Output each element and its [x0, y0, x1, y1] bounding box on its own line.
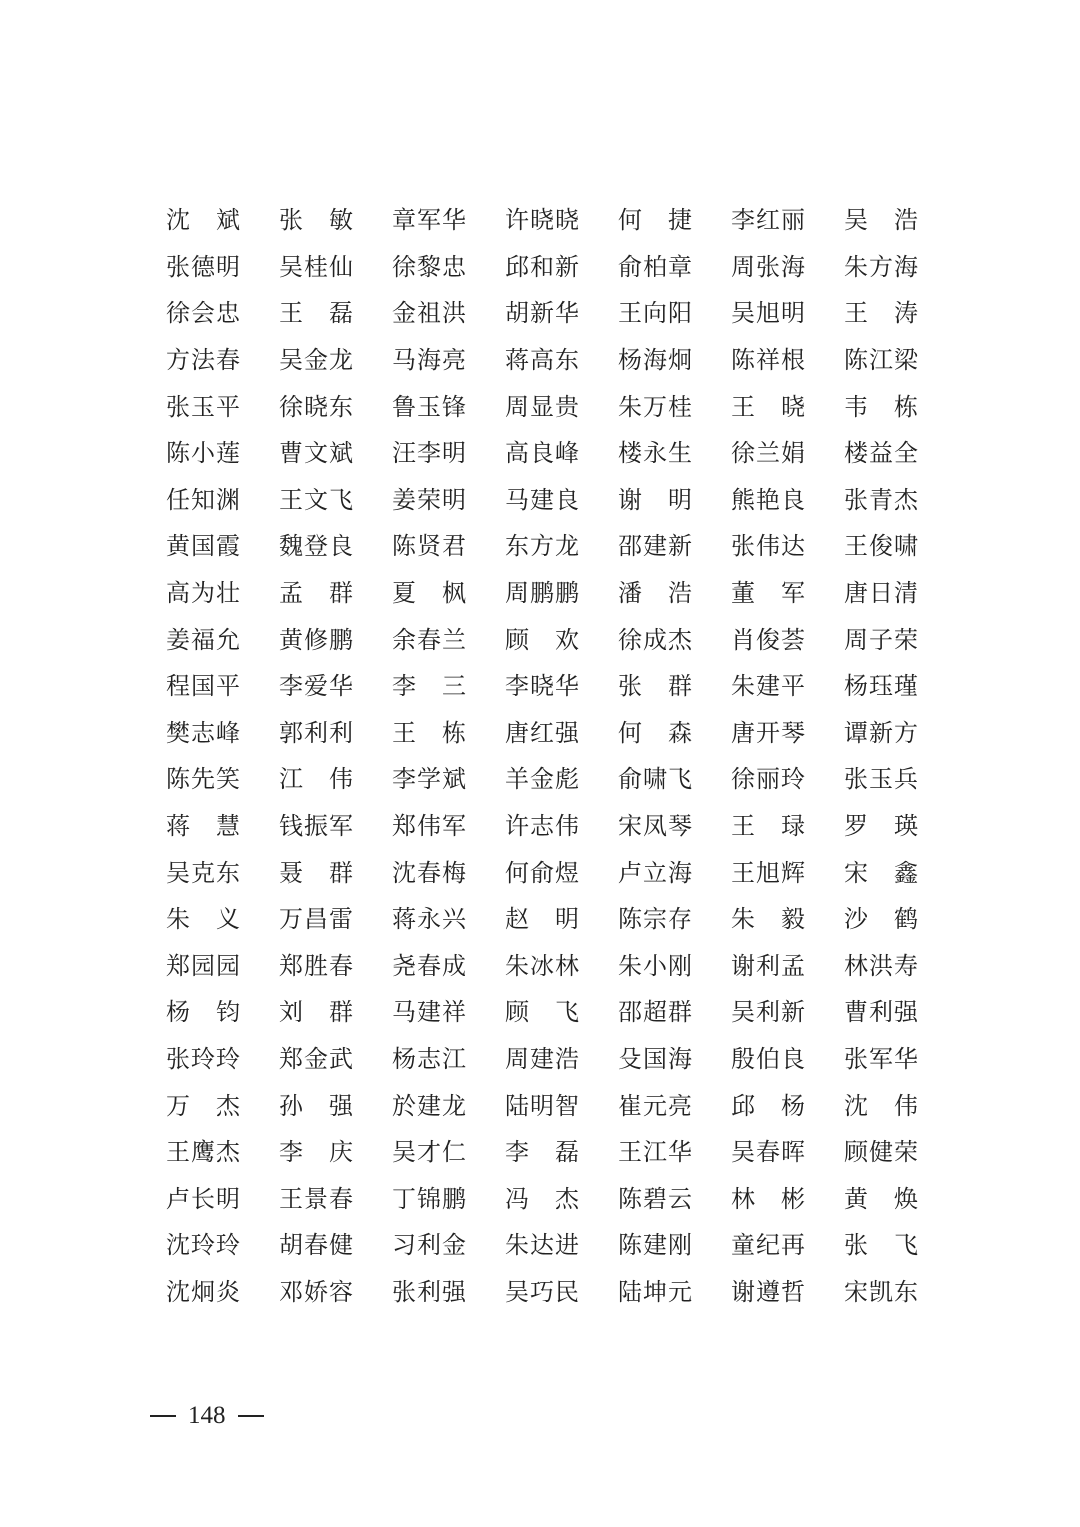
- name-cell: 魏登良: [279, 532, 354, 561]
- name-cell: 陈碧云: [618, 1184, 693, 1213]
- name-cell: 邵超群: [618, 998, 693, 1027]
- name-cell: 任知渊: [166, 485, 241, 514]
- name-cell: 陈建刚: [618, 1231, 693, 1260]
- name-row: [166, 663, 926, 710]
- name-cell: 李学斌: [392, 765, 467, 794]
- name-cell: 徐成杰: [618, 625, 693, 654]
- name-cell: 郑伟军: [392, 812, 467, 841]
- name-cell: 习利金: [392, 1231, 467, 1260]
- name-cell: 夏 枫: [392, 579, 467, 608]
- name-cell: 卢立海: [618, 858, 693, 887]
- name-row: [166, 756, 926, 803]
- name-row: [166, 1082, 926, 1129]
- name-cell: 徐兰娟: [731, 439, 806, 468]
- name-cell: 赵 明: [505, 905, 580, 934]
- name-cell: 吴 浩: [844, 206, 919, 235]
- name-cell: 胡春健: [279, 1231, 354, 1260]
- name-cell: 李 三: [392, 672, 467, 701]
- name-cell: 陈小莲: [166, 439, 241, 468]
- name-cell: 姜福允: [166, 625, 241, 654]
- name-cell: 李红丽: [731, 206, 806, 235]
- name-cell: 朱建平: [731, 672, 806, 701]
- name-cell: 卢长明: [166, 1184, 241, 1213]
- name-cell: 沈 斌: [166, 206, 241, 235]
- name-cell: 丁锦鹏: [392, 1184, 467, 1213]
- name-cell: 王 栋: [392, 718, 467, 747]
- name-row: [166, 383, 926, 430]
- name-cell: 东方龙: [505, 532, 580, 561]
- name-cell: 徐晓东: [279, 392, 354, 421]
- name-cell: 王江华: [618, 1138, 693, 1167]
- name-cell: 林洪寿: [844, 951, 919, 980]
- name-row: [166, 523, 926, 570]
- name-cell: 杨海炯: [618, 346, 693, 375]
- name-cell: 周张海: [731, 252, 806, 281]
- name-row: [166, 616, 926, 663]
- name-cell: 陈江梁: [844, 346, 919, 375]
- name-cell: 谢利孟: [731, 951, 806, 980]
- name-cell: 高为壮: [166, 579, 241, 608]
- name-cell: 钱振军: [279, 812, 354, 841]
- name-cell: 宋凯东: [844, 1277, 919, 1306]
- name-cell: 姜荣明: [392, 485, 467, 514]
- name-cell: 殷伯良: [731, 1044, 806, 1073]
- name-cell: 金祖洪: [392, 299, 467, 328]
- name-cell: 蒋高东: [505, 346, 580, 375]
- name-cell: 何 捷: [618, 206, 693, 235]
- name-cell: 宋凤琴: [618, 812, 693, 841]
- name-cell: 李 磊: [505, 1138, 580, 1167]
- name-cell: 许晓晓: [505, 206, 580, 235]
- name-cell: 吴利新: [731, 998, 806, 1027]
- name-cell: 李爱华: [279, 672, 354, 701]
- name-cell: 沈玲玲: [166, 1231, 241, 1260]
- name-cell: 崔元亮: [618, 1091, 693, 1120]
- footer-dash-right: [238, 1415, 264, 1417]
- name-cell: 张 飞: [844, 1231, 919, 1260]
- name-row: [166, 244, 926, 291]
- name-row: [166, 1175, 926, 1222]
- name-cell: 朱万桂: [618, 392, 693, 421]
- name-cell: 余春兰: [392, 625, 467, 654]
- name-cell: 杨珏瑾: [844, 672, 919, 701]
- name-row: [166, 477, 926, 524]
- name-row: [166, 710, 926, 757]
- name-row: [166, 849, 926, 896]
- name-cell: 陈先笑: [166, 765, 241, 794]
- name-cell: 谭新方: [844, 718, 919, 747]
- name-cell: 羊金彪: [505, 765, 580, 794]
- name-cell: 陆明智: [505, 1091, 580, 1120]
- name-cell: 顾 欢: [505, 625, 580, 654]
- name-cell: 程国平: [166, 672, 241, 701]
- name-cell: 陆坤元: [618, 1277, 693, 1306]
- name-cell: 沈炯炎: [166, 1277, 241, 1306]
- name-cell: 张 敏: [279, 206, 354, 235]
- name-cell: 朱小刚: [618, 951, 693, 980]
- name-cell: 王鹰杰: [166, 1138, 241, 1167]
- name-cell: 马海亮: [392, 346, 467, 375]
- name-cell: 冯 杰: [505, 1184, 580, 1213]
- name-row: [166, 803, 926, 850]
- name-cell: 韦 栋: [844, 392, 919, 421]
- name-cell: 肖俊荟: [731, 625, 806, 654]
- name-cell: 吴春晖: [731, 1138, 806, 1167]
- name-row: [166, 943, 926, 990]
- name-cell: 张伟达: [731, 532, 806, 561]
- name-cell: 马建良: [505, 485, 580, 514]
- footer-dash-left: [150, 1415, 176, 1417]
- name-row: [166, 337, 926, 384]
- name-cell: 王 晓: [731, 392, 806, 421]
- name-cell: 张 群: [618, 672, 693, 701]
- name-row: [166, 570, 926, 617]
- page-footer: [150, 1402, 264, 1430]
- name-cell: 李 庆: [279, 1138, 354, 1167]
- name-cell: 王文飞: [279, 485, 354, 514]
- name-cell: 朱 义: [166, 905, 241, 934]
- name-cell: 陈宗存: [618, 905, 693, 934]
- name-cell: 谢 明: [618, 485, 693, 514]
- name-cell: 曹文斌: [279, 439, 354, 468]
- name-cell: 曹利强: [844, 998, 919, 1027]
- name-cell: 童纪再: [731, 1231, 806, 1260]
- name-list-grid: [166, 197, 926, 1315]
- name-cell: 吴克东: [166, 858, 241, 887]
- name-cell: 周建浩: [505, 1044, 580, 1073]
- name-row: [166, 430, 926, 477]
- name-cell: 王俊啸: [844, 532, 919, 561]
- name-cell: 江 伟: [279, 765, 354, 794]
- name-cell: 张玉兵: [844, 765, 919, 794]
- name-cell: 沈 伟: [844, 1091, 919, 1120]
- name-cell: 邵建新: [618, 532, 693, 561]
- name-cell: 朱达进: [505, 1231, 580, 1260]
- name-cell: 董 军: [731, 579, 806, 608]
- name-cell: 周子荣: [844, 625, 919, 654]
- name-cell: 张德明: [166, 252, 241, 281]
- name-row: [166, 1222, 926, 1269]
- name-cell: 郭利利: [279, 718, 354, 747]
- name-cell: 郑金武: [279, 1044, 354, 1073]
- name-row: [166, 197, 926, 244]
- name-row: [166, 1036, 926, 1083]
- name-cell: 顾 飞: [505, 998, 580, 1027]
- name-cell: 楼益全: [844, 439, 919, 468]
- name-cell: 高良峰: [505, 439, 580, 468]
- name-cell: 周显贵: [505, 392, 580, 421]
- name-cell: 邓娇容: [279, 1277, 354, 1306]
- name-cell: 唐红强: [505, 718, 580, 747]
- name-cell: 俞柏章: [618, 252, 693, 281]
- name-cell: 吴巧民: [505, 1277, 580, 1306]
- name-cell: 何 森: [618, 718, 693, 747]
- name-cell: 顾健荣: [844, 1138, 919, 1167]
- name-cell: 沈春梅: [392, 858, 467, 887]
- name-cell: 楼永生: [618, 439, 693, 468]
- name-cell: 章军华: [392, 206, 467, 235]
- name-cell: 樊志峰: [166, 718, 241, 747]
- name-cell: 张青杰: [844, 485, 919, 514]
- name-cell: 俞啸飞: [618, 765, 693, 794]
- name-cell: 朱方海: [844, 252, 919, 281]
- name-cell: 王景春: [279, 1184, 354, 1213]
- name-row: [166, 1129, 926, 1176]
- name-cell: 潘 浩: [618, 579, 693, 608]
- page-number: 148: [188, 1402, 226, 1429]
- name-cell: 谢遵哲: [731, 1277, 806, 1306]
- name-cell: 殳国海: [618, 1044, 693, 1073]
- name-cell: 杨志江: [392, 1044, 467, 1073]
- name-cell: 方法春: [166, 346, 241, 375]
- name-cell: 孟 群: [279, 579, 354, 608]
- name-cell: 王 磊: [279, 299, 354, 328]
- name-cell: 许志伟: [505, 812, 580, 841]
- name-cell: 张军华: [844, 1044, 919, 1073]
- name-cell: 唐开琴: [731, 718, 806, 747]
- name-cell: 沙 鹤: [844, 905, 919, 934]
- name-cell: 王旭辉: [731, 858, 806, 887]
- name-cell: 吴才仁: [392, 1138, 467, 1167]
- name-cell: 万 杰: [166, 1091, 241, 1120]
- name-cell: 郑园园: [166, 951, 241, 980]
- name-cell: 周鹏鹏: [505, 579, 580, 608]
- name-cell: 张玲玲: [166, 1044, 241, 1073]
- name-cell: 王 涛: [844, 299, 919, 328]
- name-cell: 王向阳: [618, 299, 693, 328]
- name-cell: 唐日清: [844, 579, 919, 608]
- name-cell: 於建龙: [392, 1091, 467, 1120]
- name-cell: 鲁玉锋: [392, 392, 467, 421]
- name-cell: 马建祥: [392, 998, 467, 1027]
- name-cell: 万昌雷: [279, 905, 354, 934]
- name-cell: 杨 钧: [166, 998, 241, 1027]
- name-cell: 郑胜春: [279, 951, 354, 980]
- name-cell: 宋 鑫: [844, 858, 919, 887]
- name-cell: 蒋永兴: [392, 905, 467, 934]
- name-cell: 徐黎忠: [392, 252, 467, 281]
- name-cell: 朱 毅: [731, 905, 806, 934]
- name-cell: 刘 群: [279, 998, 354, 1027]
- name-cell: 汪李明: [392, 439, 467, 468]
- name-cell: 黄 焕: [844, 1184, 919, 1213]
- name-cell: 朱冰林: [505, 951, 580, 980]
- name-cell: 黄国霞: [166, 532, 241, 561]
- name-cell: 张玉平: [166, 392, 241, 421]
- name-cell: 王 琭: [731, 812, 806, 841]
- name-cell: 邱 杨: [731, 1091, 806, 1120]
- name-cell: 胡新华: [505, 299, 580, 328]
- name-cell: 徐丽玲: [731, 765, 806, 794]
- name-cell: 张利强: [392, 1277, 467, 1306]
- name-row: [166, 290, 926, 337]
- name-cell: 罗 瑛: [844, 812, 919, 841]
- name-cell: 李晓华: [505, 672, 580, 701]
- name-cell: 尧春成: [392, 951, 467, 980]
- name-cell: 蒋 慧: [166, 812, 241, 841]
- name-cell: 孙 强: [279, 1091, 354, 1120]
- name-cell: 吴桂仙: [279, 252, 354, 281]
- name-cell: 徐会忠: [166, 299, 241, 328]
- name-cell: 何俞煜: [505, 858, 580, 887]
- name-row: [166, 896, 926, 943]
- name-cell: 聂 群: [279, 858, 354, 887]
- name-cell: 熊艳良: [731, 485, 806, 514]
- name-cell: 吴金龙: [279, 346, 354, 375]
- name-cell: 陈贤君: [392, 532, 467, 561]
- name-cell: 林 彬: [731, 1184, 806, 1213]
- name-cell: 黄修鹏: [279, 625, 354, 654]
- name-row: [166, 1269, 926, 1316]
- name-cell: 吴旭明: [731, 299, 806, 328]
- name-row: [166, 989, 926, 1036]
- name-cell: 邱和新: [505, 252, 580, 281]
- name-cell: 陈祥根: [731, 346, 806, 375]
